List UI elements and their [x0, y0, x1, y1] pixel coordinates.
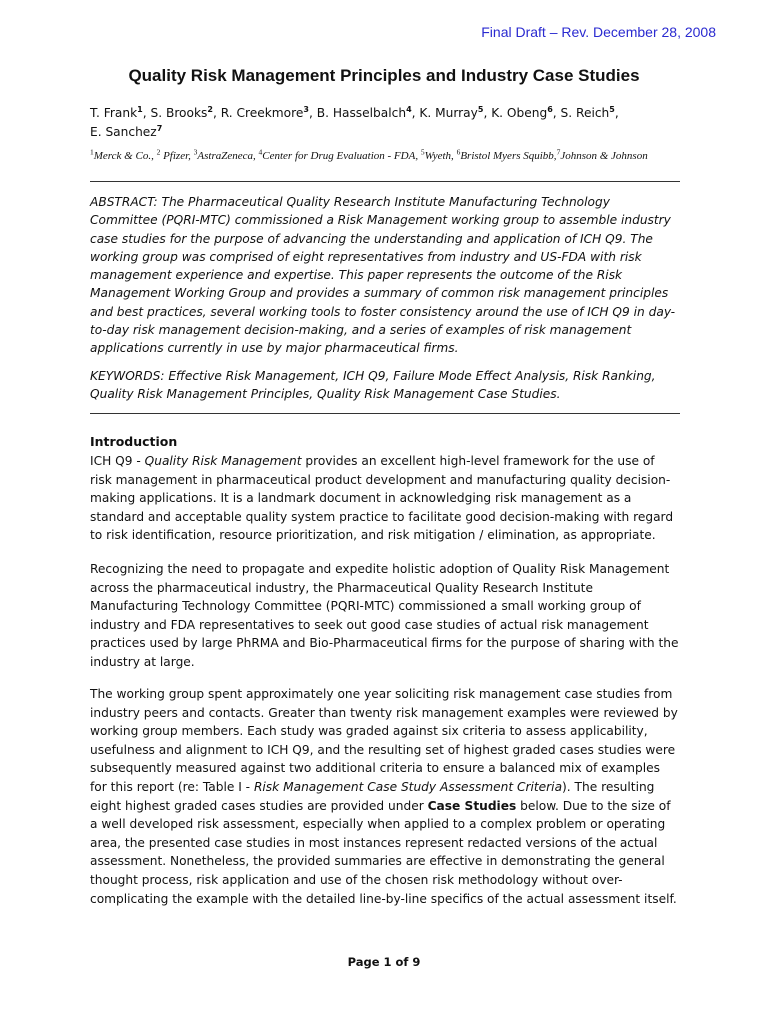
intro-paragraph-1: ICH Q9 - Quality Risk Management provides an excellent high-level framework for the use of risk management in pharmaceutical product development and manufacturing quality decision-making applications. It is a landmark document in acknowledging risk management as a standard and acceptable quality system practice to facilitate good decision-making with regard to risk identification, resource prioritization, and risk mitigation / elimination, as appropriate.	[90, 454, 674, 543]
author: K. Murray$^5$	[419, 104, 484, 120]
affiliation: $^6$Bristol Myers Squibb,	[456, 147, 557, 162]
author: B. Hasselbalch$^4$	[316, 104, 412, 120]
author: S. Brooks$^2$	[150, 104, 213, 120]
divider-bottom	[90, 413, 680, 414]
author: T. Frank$^1$	[90, 104, 143, 120]
author: E. Sanchez$^7$	[90, 123, 163, 139]
affiliation: $^7$Johnson & Johnson	[556, 147, 648, 162]
author-list: T. Frank$^1$, S. Brooks$^2$, R. Creekmore$^3$, B. Hasselbalch$^4$, K. Murray$^5$, K. Obeng$^6$, S. Reich$^5$, E. Sanchez$^7$	[90, 104, 619, 139]
affiliation: $^3$AstraZeneca,	[193, 147, 256, 162]
affiliation: $^5$Wyeth,	[420, 147, 454, 162]
page-number: Page 1 of 9	[347, 955, 421, 969]
section-heading-introduction: Introduction	[90, 434, 178, 449]
draft-revision-header: Final Draft – Rev. December 28, 2008	[481, 24, 716, 40]
author: K. Obeng$^6$	[491, 104, 553, 120]
affiliation: $^4$Center for Drug Evaluation - FDA,	[258, 147, 419, 162]
affiliation: $^2$ Pfizer,	[156, 147, 191, 162]
intro-paragraph-3: The working group spent approximately one year soliciting risk management case studies from industry peers and contacts. Greater than twenty risk management examples were reviewed by working group members. Each study was graded against six criteria to assess applicability, usefulness and alignment to ICH Q9, and the resulting set of highest graded cases studies were subsequently measured against two additional criteria to ensure a balanced mix of examples for this report (re: Table I - Risk Management Case Study Assessment Criteria). The resulting eight highest graded cases studies are provided under Case Studies below. Due to the size of a well developed risk assessment, especially when applied to a complex problem or operating area, the presented case studies in most instances represent redacted versions of the actual assessment. Nonetheless, the provided summaries are effective in demonstrating the general thought process, risk application and use of the chosen risk methodology without over-complicating the example with the detailed line-by-line specifics of the actual assessment itself.	[90, 687, 678, 906]
affiliation-list	[90, 149, 680, 164]
paper-title: Quality Risk Management Principles and Industry Case Studies	[128, 66, 640, 85]
author: R. Creekmore$^3$	[220, 104, 309, 120]
abstract: ABSTRACT: The Pharmaceutical Quality Research Institute Manufacturing Technology Committee (PQRI-MTC) commissioned a Risk Management working group to assemble industry case studies for the purpose of advancing the understanding and application of ICH Q9. The working group was comprised of eight representatives from industry and US-FDA with risk management experience and expertise. This paper represents the outcome of the Risk Management Working Group and provides a summary of common risk management principles and best practices, several working tools to foster consistency around the use of ICH Q9 in day-to-day risk management decision-making, and a series of examples of risk management applications currently in use by major pharmaceutical firms.	[90, 195, 676, 356]
author: S. Reich$^5$	[560, 104, 615, 120]
intro-paragraph-2: Recognizing the need to propagate and expedite holistic adoption of Quality Risk Management across the pharmaceutical industry, the Pharmaceutical Quality Research Institute Manufacturing Technology Committee (PQRI-MTC) commissioned a small working group of industry and FDA representatives to seek out good case studies of actual risk management practices used by large PhRMA and Bio-Pharmaceutical firms for the purpose of sharing with the industry at large.	[90, 562, 679, 669]
divider-top	[90, 181, 680, 182]
affiliation: $^1$Merck & Co.,	[90, 147, 154, 162]
keywords: KEYWORDS: Effective Risk Management, ICH Q9, Failure Mode Effect Analysis, Risk Ranking, Quality Risk Management Principles, Quality Risk Management Case Studies.	[90, 369, 656, 402]
